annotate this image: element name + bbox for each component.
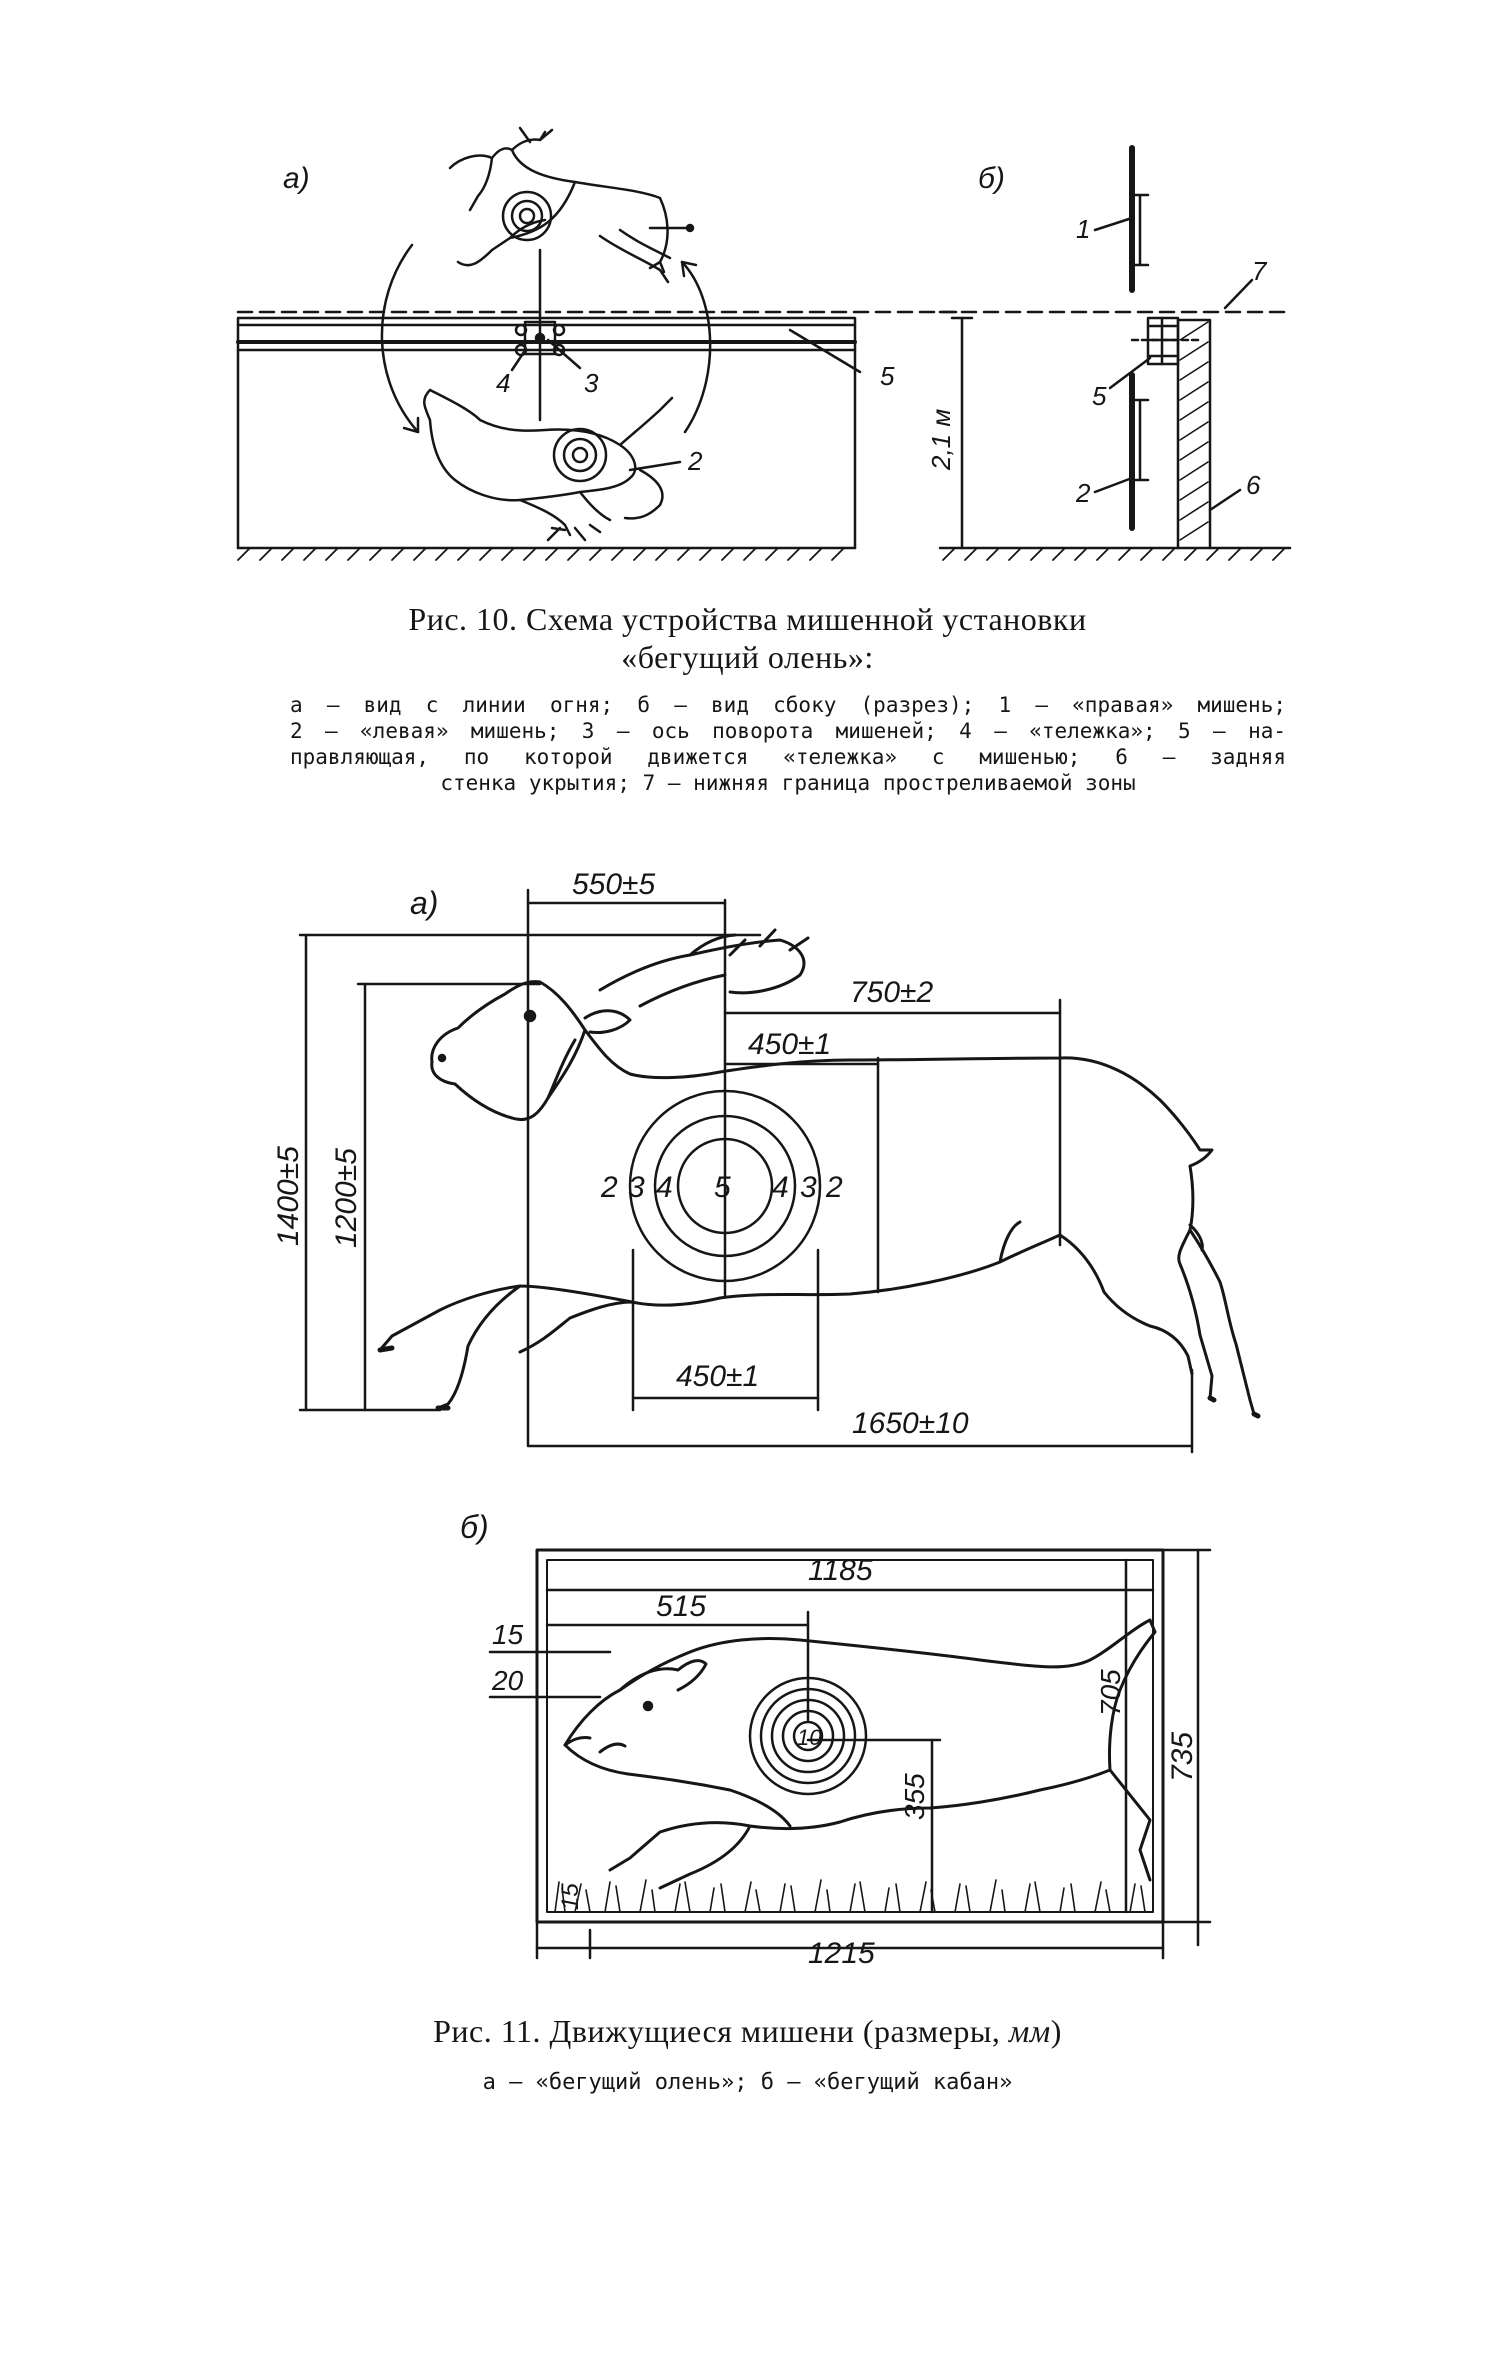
fig11a-dim550-label: 550±5 [572, 868, 656, 901]
fig11b-dim20-label: 20 [492, 1665, 524, 1696]
fig11b-dim355-label: 355 [899, 1773, 930, 1820]
fig10-legend-line1: а — вид с линии огня; б — вид сбоку (разрез); 1 — «правая» мишень; [290, 693, 1286, 717]
fig11-panel-a [272, 868, 1258, 1452]
fig11b-boar-body [565, 1620, 1155, 1888]
fig10b-leader-6 [1210, 490, 1240, 510]
fig10a-deer-lower-antlers [548, 525, 600, 540]
fig10-caption [0, 600, 1495, 676]
fig10a-deer-upper [450, 128, 668, 272]
fig10-legend-line4: стенка укрытия; 7 — нижняя граница простреливаемой зоны [440, 771, 1136, 795]
fig11a-dim750-label: 750±2 [850, 976, 934, 1009]
fig11-caption [0, 2012, 1495, 2050]
fig10b-label-2: 2 [1076, 478, 1091, 508]
fig11a-dim1200-label: 1200±5 [330, 1148, 363, 1248]
fig11b-boar-head [565, 1661, 706, 1745]
fig10b-height-label: 2,1 м [926, 408, 956, 470]
fig10b-leader-1 [1095, 218, 1132, 230]
fig11b-dim705-label: 705 [1095, 1669, 1126, 1716]
fig11a-dim450b-label: 450±1 [676, 1360, 760, 1393]
fig10a-label-3: 3 [584, 368, 599, 398]
fig10b-label-5: 5 [1092, 381, 1107, 411]
fig11b-dim515-label: 515 [656, 1590, 707, 1623]
fig11a-dim1400-label: 1400±5 [272, 1146, 305, 1246]
fig11b-inner-frame [547, 1560, 1153, 1912]
fig10a-label-4: 4 [496, 368, 511, 398]
fig11a-deer-antlers [600, 930, 808, 1006]
fig10a-upper-ring-inner [520, 209, 534, 223]
fig10a-deer-upper-legs [600, 230, 670, 282]
fig10b-label-7: 7 [1252, 256, 1267, 286]
fig10a-upper-arrowhead [687, 225, 693, 231]
fig11b-outer-frame [537, 1550, 1163, 1922]
fig11b-dim1215-label: 1215 [808, 1937, 875, 1970]
fig10b-leader-7 [1225, 280, 1252, 308]
fig10b-wall-hatch [1180, 322, 1208, 540]
fig10b-leader-2 [1095, 478, 1132, 492]
fig11b-center-label: 10 [797, 1725, 822, 1750]
fig11a-ring-label-3r: 3 [800, 1171, 817, 1204]
fig10-panel-a-label: а) [283, 162, 310, 195]
fig11a-deer-head [432, 1030, 585, 1120]
fig10b-wall [1178, 320, 1210, 548]
fig11-legend [0, 2070, 1495, 2096]
fig11b-grass [555, 1880, 1145, 1912]
fig10a-pivot [536, 334, 544, 342]
fig11b-dim15-label: 15 [492, 1619, 524, 1650]
fig10-legend-line2: 2 — «левая» мишень; 3 — ось поворота мишеней; 4 — «тележка»; 5 — на- [290, 719, 1286, 743]
fig10-panel-a [238, 128, 960, 560]
fig11a-ring-label-4r: 4 [772, 1171, 789, 1204]
fig10a-rotation-arc-right [682, 262, 710, 432]
fig11a-dim1650-label: 1650±10 [852, 1407, 969, 1440]
fig10a-leader-2 [630, 462, 680, 470]
fig11a-ring-label-3l: 3 [628, 1171, 645, 1204]
fig11-legend-text: а — «бегущий олень»; б — «бегущий кабан» [482, 2070, 1013, 2095]
fig10b-label-1: 1 [1076, 214, 1091, 244]
fig10-legend-line3: правляющая, по которой движется «тележка» с мишенью; 6 — задняя [290, 745, 1286, 769]
fig11a-ring-label-5: 5 [714, 1171, 731, 1204]
fig10a-lower-ring-inner [573, 448, 587, 462]
fig11a-deer-ear [585, 1011, 630, 1033]
fig11a-ring-label-4l: 4 [656, 1171, 673, 1204]
fig11a-dim450t-label: 450±1 [748, 1028, 832, 1061]
fig11a-ring-label-2r: 2 [826, 1171, 843, 1204]
fig11a-deer-nostril [439, 1055, 445, 1061]
fig11-panel-b-label: б) [460, 1509, 489, 1545]
fig11b-dim1185-label: 1185 [808, 1554, 873, 1587]
fig10a-lower-ring-outer [554, 429, 606, 481]
fig10-caption-line1: Рис. 10. Схема устройства мишенной установки [408, 601, 1087, 637]
fig11-caption-unit: мм [1008, 2013, 1051, 2049]
fig10-panel-b [926, 148, 1290, 560]
fig10b-ground-hatch [943, 548, 1285, 560]
fig10-legend [290, 692, 1286, 796]
fig11b-dim15b-label: 15 [557, 1883, 584, 1910]
fig11-caption-text: Рис. 11. Движущиеся мишени (размеры, [433, 2013, 1009, 2049]
fig10a-deer-lower [424, 390, 672, 535]
fig11-panel-a-label: а) [410, 885, 439, 921]
fig11-caption-suffix: ) [1050, 2013, 1062, 2049]
fig11b-boar-tusk [600, 1744, 625, 1752]
fig10-panel-b-label: б) [978, 162, 1005, 195]
fig10a-rotation-arc-left [382, 245, 418, 432]
fig11a-ring-label-2l: 2 [601, 1171, 618, 1204]
fig10a-label-5: 5 [880, 361, 895, 391]
fig11-panel-b [460, 1509, 1210, 1970]
fig11b-boar-eye [644, 1702, 652, 1710]
fig10a-ground-hatch [238, 548, 844, 560]
fig10-caption-line2: «бегущий олень»: [621, 639, 874, 675]
fig10a-lower-ring-mid [564, 439, 596, 471]
fig11a-deer-eye [525, 1011, 535, 1021]
fig10b-label-6: 6 [1246, 470, 1261, 500]
fig11b-dim735-label: 735 [1166, 1731, 1199, 1782]
fig10a-label-2: 2 [688, 446, 703, 476]
